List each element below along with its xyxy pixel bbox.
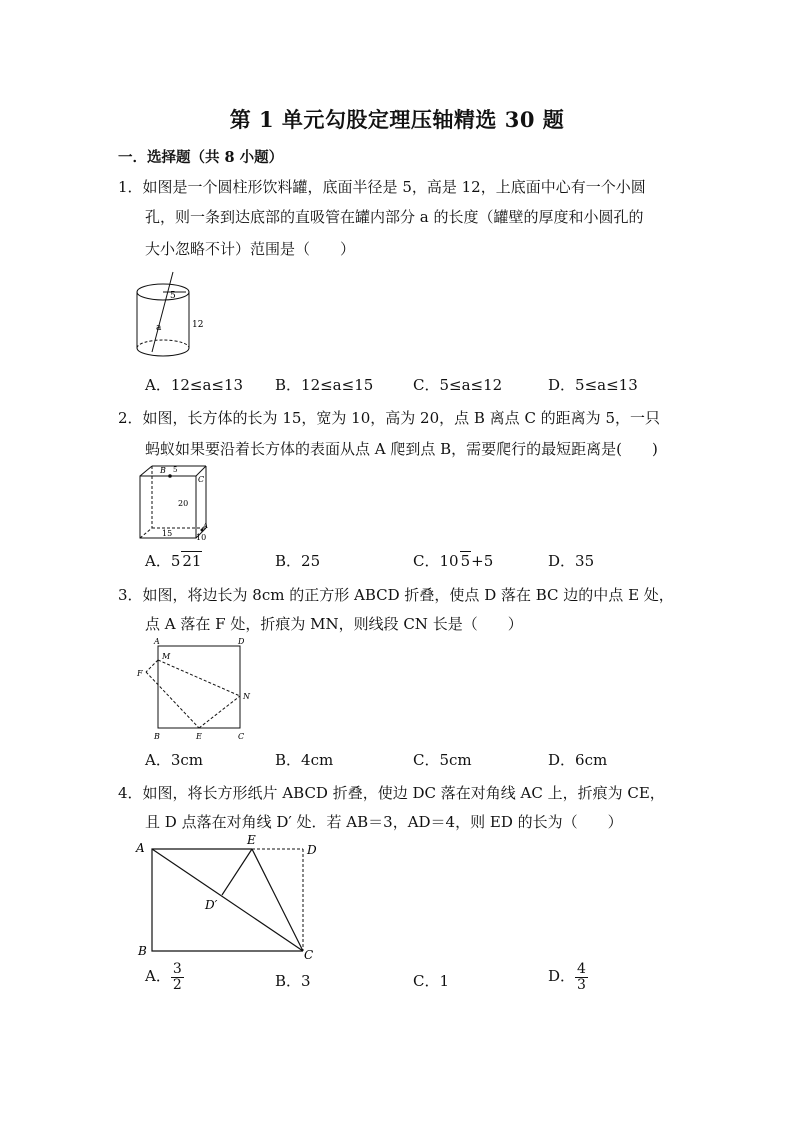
q4-option-b[interactable]: B．3 [275, 972, 311, 990]
q1-line-1: 1．如图是一个圆柱形饮料罐，底面半径是 5，高是 12，上底面中心有一个小圆 [118, 178, 646, 196]
q2-option-b[interactable]: B．25 [275, 552, 321, 570]
q3-option-a[interactable]: A．3cm [145, 751, 204, 769]
q2-height-label: 20 [178, 499, 189, 508]
page-title: 第 1 单元勾股定理压轴精选 30 题 [229, 107, 565, 132]
q3-point-c-label: C [238, 732, 245, 741]
q3-line-2: 点 A 落在 F 处，折痕为 MN，则线段 CN 长是（ ） [145, 615, 523, 633]
q1-line-2: 孔，则一条到达底部的直吸管在罐内部分 a 的长度（罐壁的厚度和小圆孔的 [145, 208, 644, 226]
q3-square-figure [134, 636, 258, 744]
q3-point-f-label: F [137, 669, 143, 678]
q4-option-d[interactable]: D． $\frac{4}{3}$ [548, 961, 586, 993]
q1-cylinder-figure [128, 270, 218, 362]
q2-option-c[interactable]: C．10 5+5 [413, 552, 494, 570]
q3-point-a-label: A [154, 637, 160, 646]
q2-five-label: 5 [173, 466, 178, 474]
q3-point-e-label: E [196, 732, 202, 741]
q4-point-dprime-label: D′ [205, 898, 218, 912]
section-heading: 一．选择题（共 8 小题） [118, 149, 284, 166]
q3-point-d-label: D [238, 637, 245, 646]
q4-rectangle-figure [134, 832, 330, 962]
q1-line-3: 大小忽略不计）范围是（ ） [145, 240, 356, 258]
q2-cuboid-figure [136, 462, 212, 544]
q3-point-n-label: N [243, 692, 250, 701]
q3-option-c[interactable]: C．5cm [413, 751, 472, 769]
q4-line-2: 且 D 点落在对角线 D′ 处．若 AB＝3，AD＝4，则 ED 的长为（ ） [145, 813, 623, 831]
q2-line-1: 2．如图，长方体的长为 15，宽为 10，高为 20，点 B 离点 C 的距离为 5，一只 [118, 409, 660, 427]
q2-width-label: 10 [196, 533, 207, 542]
q1-straw-label: a [156, 323, 162, 333]
q4-option-a[interactable]: A． $\frac{3}{2}$ [145, 961, 182, 993]
q2-option-d[interactable]: D．35 [548, 552, 595, 570]
q3-option-b[interactable]: B．4cm [275, 751, 334, 769]
q1-option-d[interactable]: D．5≤a≤13 [548, 376, 638, 394]
q2-point-a-label: A [203, 522, 209, 530]
q4-option-c[interactable]: C．1 [413, 972, 450, 990]
q1-option-b[interactable]: B．12≤a≤15 [275, 376, 374, 394]
q1-option-c[interactable]: C．5≤a≤12 [413, 376, 503, 394]
q1-radius-label: 5 [170, 291, 176, 301]
q2-point-b-label: B [160, 466, 166, 475]
q2-length-label: 15 [162, 529, 173, 538]
q4-point-a-label: A [136, 841, 145, 855]
q2-point-c-label: C [198, 475, 205, 484]
q4-point-b-label: B [138, 944, 147, 958]
q1-option-a[interactable]: A．12≤a≤13 [145, 376, 244, 394]
q4-point-e-label: E [247, 833, 256, 847]
q4-point-c-label: C [304, 948, 314, 962]
q1-height-label: 12 [192, 320, 204, 330]
q2-line-2: 蚂蚁如果要沿着长方体的表面从点 A 爬到点 B，需要爬行的最短距离是( ) [145, 440, 658, 458]
q4-line-1: 4．如图，将长方形纸片 ABCD 折叠，使边 DC 落在对角线 AC 上，折痕为 CE， [118, 784, 665, 802]
q3-point-m-label: M [162, 652, 171, 661]
q3-line-1: 3．如图，将边长为 8cm 的正方形 ABCD 折叠，使点 D 落在 BC 边的中点 E 处， [118, 586, 674, 604]
q3-option-d[interactable]: D．6cm [548, 751, 608, 769]
q4-point-d-label: D [307, 843, 317, 857]
q2-option-a[interactable]: A．5 21 [145, 552, 202, 570]
q3-point-b-label: B [154, 732, 160, 741]
